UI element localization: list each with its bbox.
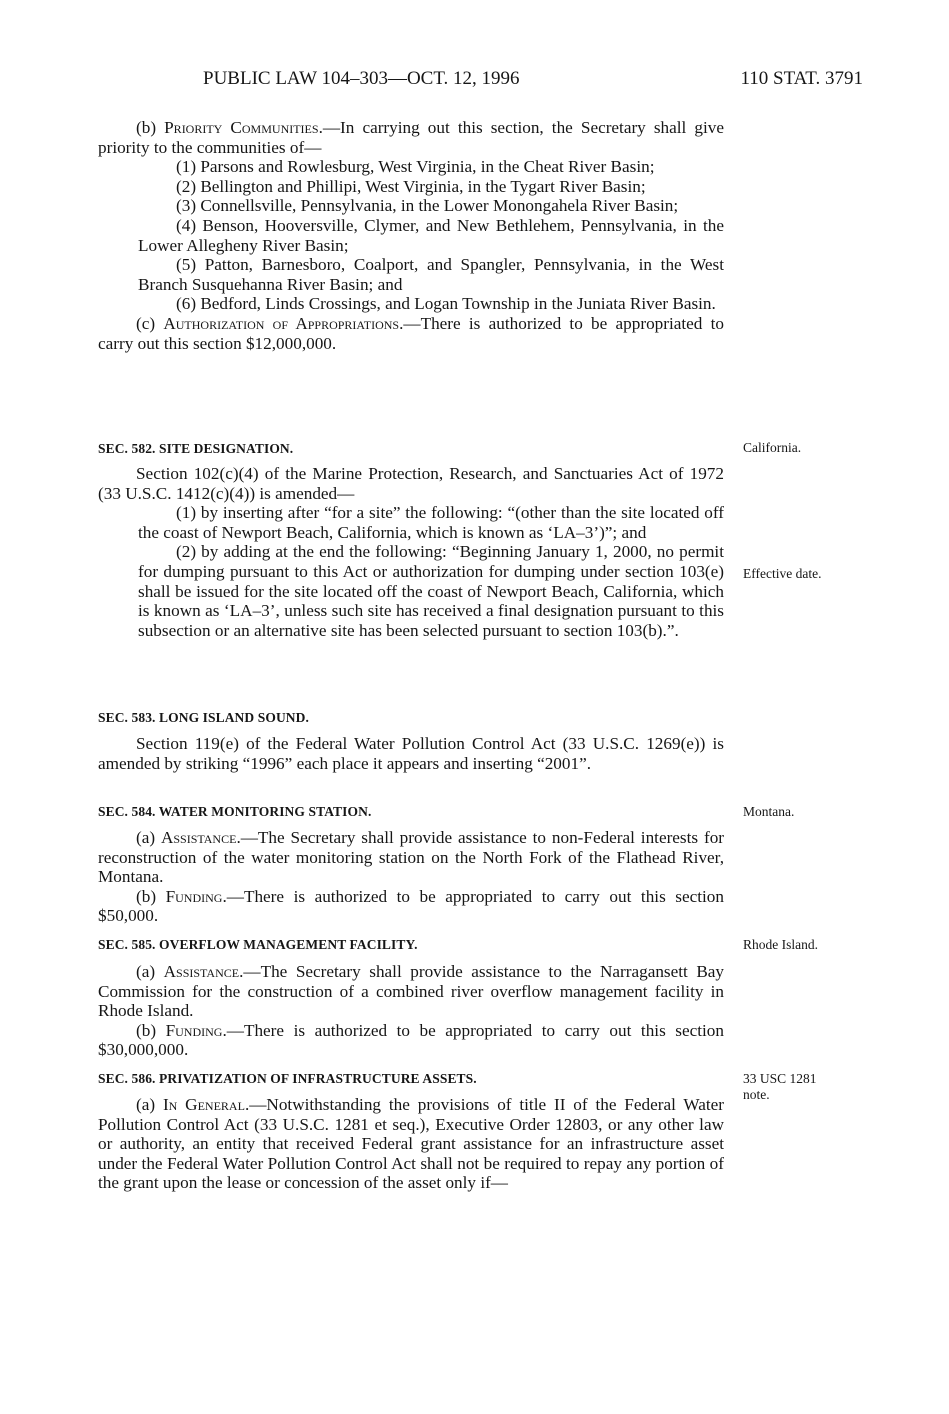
section-586-a-heading: In General bbox=[162, 1095, 245, 1114]
margin-note-usc: 33 USC 1281 note. bbox=[743, 1071, 817, 1102]
section-585-body bbox=[98, 962, 724, 1060]
section-584-body bbox=[98, 828, 724, 926]
margin-note-california: California. bbox=[743, 440, 802, 455]
section-584-a: (a) Assistance.—The Secretary shall provide assistance to non-Federal interests for reconstruction of the water monitoring station on the North Fork of the Flathead River, Montana. bbox=[98, 828, 725, 887]
section-585-a-text: The Secretary shall provide assistance to the Narragansett Bay Commission for the construction of a combined river overflow management facility in Rhode Island. bbox=[98, 962, 725, 1021]
header-page-cite: 110 STAT. 3791 bbox=[740, 68, 863, 89]
section-586-a: (a) In General.—Notwithstanding the provisions of title II of the Federal Water Pollution Control Act (33 U.S.C. 1281 et seq.), Executive Order 12803, or any other law or authority, an entity that received Federal grant assistance for an infrastructure asset under the Federal Water Pollution Control Act shall not be required to repay any portion of the grant upon the lease or concession of the asset only if— bbox=[98, 1095, 724, 1193]
list-item: (6) Bedford, Linds Crossings, and Logan Township in the Juniata River Basin. bbox=[176, 294, 716, 314]
section-584-a-heading: Assistance bbox=[160, 828, 237, 847]
section-585-a-heading: Assistance bbox=[163, 962, 240, 981]
section-586-body bbox=[98, 1095, 724, 1193]
section-582-heading: SEC. 582. SITE DESIGNATION. bbox=[98, 441, 294, 456]
margin-note-montana: Montana. bbox=[743, 804, 795, 819]
list-item: (4) Benson, Hooversville, Clymer, and New Bethlehem, Pennsylvania, in the Lower Allegheny River Basin; bbox=[138, 215, 724, 255]
list-item: (1) Parsons and Rowlesburg, West Virginia, in the Cheat River Basin; bbox=[176, 157, 655, 177]
section-586-a-text: Notwithstanding the provisions of title II of the Federal Water Pollution Control Act (33 U.S.C. 1281 et seq.), Executive Order 12803, or any other law or authority, an entity that received Federal grant assistance for an infrastructure asset under the Federal Water Pollution Control Act shall not be required to repay any portion of the grant upon the lease or concession of the asset only if— bbox=[98, 1095, 724, 1193]
section-583-text: Section 119(e) of the Federal Water Pollution Control Act (33 U.S.C. 1269(e)) is amended by striking “1996” each place it appears and inserting “2001”. bbox=[98, 734, 724, 773]
section-586-heading: SEC. 586. PRIVATIZATION OF INFRASTRUCTURE ASSETS. bbox=[98, 1071, 477, 1086]
section-584-b: (b) Funding.—There is authorized to be appropriated to carry out this section $50,000. bbox=[98, 886, 724, 926]
section-585-b-text: There is authorized to be appropriated to carry out this section $30,000,000. bbox=[98, 1020, 724, 1060]
section-585-a: (a) Assistance.—The Secretary shall provide assistance to the Narragansett Bay Commission for the construction of a combined river overflow management facility in Rhode Island. bbox=[98, 962, 725, 1021]
list-item: (2) by adding at the end the following: “Beginning January 1, 2000, no permit for dumping pursuant to this Act or authorization for dumping under section 103(e) shall be issued for the site located off the coast of Newport Beach, California, which is known as ‘LA–3’, unless such site has received a final designation pursuant to this subsection or an alternative site has been selected pursuant to section 103(b).”. bbox=[138, 542, 724, 640]
section-582-body bbox=[98, 464, 724, 640]
header-title: PUBLIC LAW 104–303—OCT. 12, 1996 bbox=[203, 68, 520, 89]
margin-note-rhode-island: Rhode Island. bbox=[743, 937, 818, 952]
section-585-b: (b) Funding.—There is authorized to be appropriated to carry out this section $30,000,000. bbox=[98, 1020, 724, 1060]
section-584-b-text: There is authorized to be appropriated to carry out this section $50,000. bbox=[98, 886, 724, 926]
subsection-c: (c) Authorization of Appropriations.—There is authorized to be appropriated to carry out this section $12,000,000. bbox=[98, 313, 725, 353]
subsection-b: (b) Priority Communities.—In carrying out this section, the Secretary shall give priority to the communities of— bbox=[98, 118, 724, 157]
section-584-b-heading: Funding bbox=[165, 886, 223, 906]
section-584-heading: SEC. 584. WATER MONITORING STATION. bbox=[98, 804, 372, 819]
subsection-c-text: There is authorized to be appropriated to carry out this section $12,000,000. bbox=[98, 313, 725, 353]
section-582-intro: Section 102(c)(4) of the Marine Protection, Research, and Sanctuaries Act of 1972 (33 U.S.C. 1412(c)(4)) is amended— bbox=[98, 464, 724, 503]
list-item: (1) by inserting after “for a site” the following: “(other than the site located off the coast of Newport Beach, California, which is known as ‘LA–3’)”; and bbox=[138, 503, 724, 542]
section-583-body bbox=[98, 734, 724, 773]
list-item: (5) Patton, Barnesboro, Coalport, and Spangler, Pennsylvania, in the West Branch Susquehanna River Basin; and bbox=[138, 255, 724, 294]
margin-note-effective-date: Effective date. bbox=[743, 566, 822, 581]
subsection-b-text: In carrying out this section, the Secretary shall give priority to the communities of— bbox=[98, 118, 724, 157]
section-585-heading: SEC. 585. OVERFLOW MANAGEMENT FACILITY. bbox=[98, 937, 418, 952]
section-584-a-text: The Secretary shall provide assistance to non-Federal interests for reconstruction of the water monitoring station on the North Fork of the Flathead River, Montana. bbox=[98, 828, 725, 887]
section-585-b-heading: Funding bbox=[165, 1020, 223, 1040]
list-item: (2) Bellington and Phillipi, West Virginia, in the Tygart River Basin; bbox=[176, 176, 646, 196]
section-581-continuation bbox=[98, 118, 724, 353]
subsection-b-heading: Priority Communities bbox=[164, 118, 319, 137]
subsection-c-heading: Authorization of Appropriations bbox=[163, 313, 400, 333]
section-583-heading: SEC. 583. LONG ISLAND SOUND. bbox=[98, 710, 309, 725]
list-item: (3) Connellsville, Pennsylvania, in the Lower Monongahela River Basin; bbox=[176, 196, 679, 216]
